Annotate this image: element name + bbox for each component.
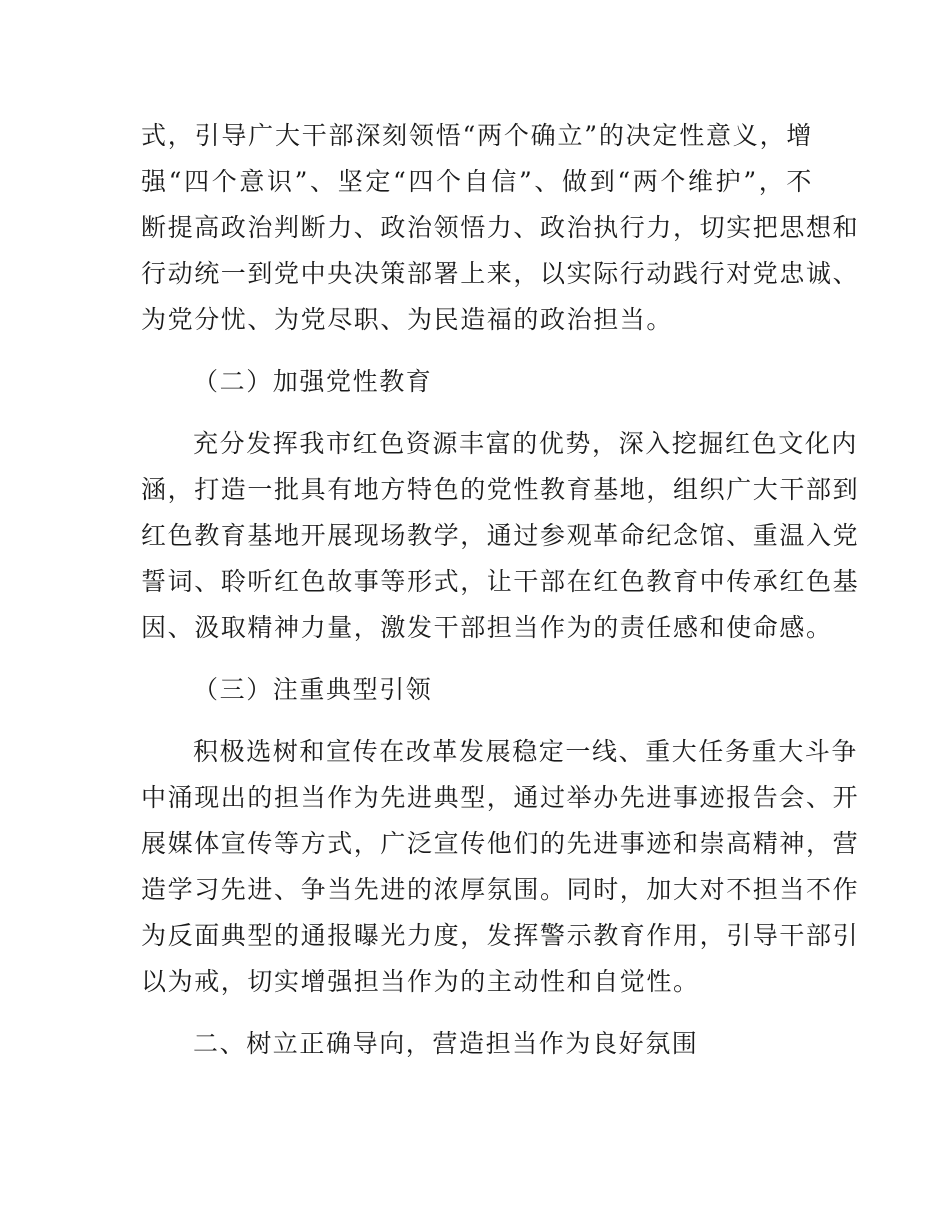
text-line: 积极选树和宣传在改革发展稳定一线、重大任务重大斗争	[193, 737, 859, 766]
text-line: 因、汲取精神力量，激发干部担当作为的责任感和使命感。	[141, 613, 833, 642]
document-body	[141, 113, 860, 1067]
text-line: 展媒体宣传等方式，广泛宣传他们的先进事迹和崇高精神，营	[141, 829, 860, 858]
section-heading-main-2: 二、树立正确导向，营造担当作为良好氛围	[193, 1029, 699, 1058]
section-heading-2: （二）加强党性教育	[193, 367, 433, 396]
text-line: 充分发挥我市红色资源丰富的优势，深入挖掘红色文化内	[193, 429, 859, 458]
text-line: 为反面典型的通报曝光力度，发挥警示教育作用，引导干部引	[141, 921, 860, 950]
text-line: 以为戒，切实增强担当作为的主动性和自觉性。	[141, 967, 700, 996]
text-line: 涵，打造一批具有地方特色的党性教育基地，组织广大干部到	[141, 475, 860, 504]
section-heading-3: （三）注重典型引领	[193, 675, 433, 704]
paragraph-party-education	[141, 421, 860, 651]
text-line: 式，引导广大干部深刻领悟“两个确立”的决定性意义，增	[141, 121, 813, 150]
text-line: 断提高政治判断力、政治领悟力、政治执行力，切实把思想和	[141, 213, 860, 242]
paragraph-typical-models	[141, 729, 860, 1005]
text-line: 中涌现出的担当作为先进典型，通过举办先进事迹报告会、开	[141, 783, 860, 812]
text-line: 红色教育基地开展现场教学，通过参观革命纪念馆、重温入党	[141, 521, 860, 550]
text-line: 行动统一到党中央决策部署上来，以实际行动践行对党忠诚、	[141, 259, 860, 288]
text-line: 誓词、聆听红色故事等形式，让干部在红色教育中传承红色基	[141, 567, 860, 596]
text-line: 造学习先进、争当先进的浓厚氛围。同时，加大对不担当不作	[141, 875, 860, 904]
text-line: 为党分忧、为党尽职、为民造福的政治担当。	[141, 305, 674, 334]
text-line: 强“四个意识”、坚定“四个自信”、做到“两个维护”，不	[141, 167, 813, 196]
paragraph-continuation	[141, 113, 860, 343]
